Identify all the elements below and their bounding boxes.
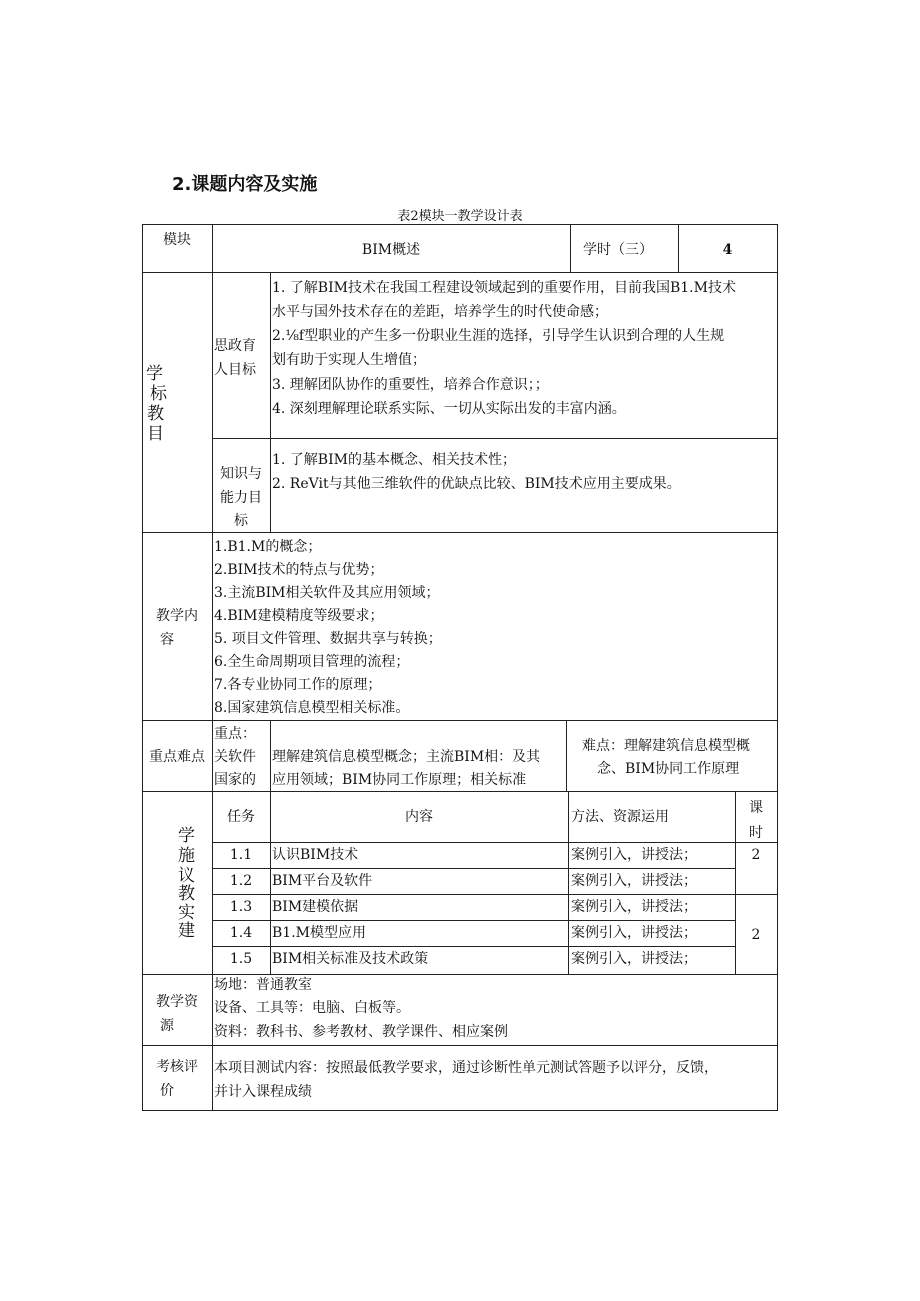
task-method: 案例引入，讲授法； [571, 847, 697, 863]
text-line: 1. 了解BIM技术在我国工程建设领域起到的重要作用，目前我国B1.M技术 [272, 280, 736, 296]
label-line: 思政育 [214, 338, 256, 354]
text-line: 本项目测试内容：按照最低教学要求，通过诊断性单元测试答题予以评分，反馈， [214, 1060, 718, 1076]
group-hours: 2 [751, 847, 761, 863]
label-line: 时 [749, 825, 763, 841]
label-line: 能力目 [220, 490, 262, 506]
list-item: 1.B1.M的概念； [214, 539, 322, 555]
label-line: 容 [160, 632, 174, 648]
table-caption: 表2模块一教学设计表 [397, 209, 523, 224]
text-line: 4. 深刻理解理论联系实际、一切从实际出发的丰富内涵。 [272, 401, 626, 417]
text-line: 2. ReVit与其他三维软件的优缺点比较、BIM技术应用主要成果。 [272, 476, 681, 492]
text-line: 念、BIM协同工作原理 [597, 761, 740, 777]
text-line: 国家的 [214, 772, 256, 788]
text-line: 理解建筑信息模型概念；主流BIM相：及其 [272, 749, 541, 765]
text-line: 难点：理解建筑信息模型概 [582, 738, 750, 754]
hours-value: 4 [722, 242, 733, 258]
text-line: 2.⅛f型职业的产生多一份职业生涯的选择，引导学生认识到合理的人生规 [272, 328, 725, 344]
label-line: 源 [160, 1018, 174, 1034]
col-header-content: 内容 [405, 809, 433, 825]
task-id: 1.1 [229, 847, 253, 863]
section-char: 教 [178, 884, 195, 904]
task-content: BIM平台及软件 [272, 873, 373, 889]
difficulty-label: 重点难点 [149, 749, 205, 765]
module-label: 模块 [163, 232, 191, 248]
task-content: B1.M模型应用 [272, 925, 366, 941]
text-line: 划有助于实现人生增值； [272, 352, 426, 368]
text-line: 资料：教科书、参考教材、教学课件、相应案例 [214, 1024, 508, 1040]
label-line: 课 [749, 800, 763, 816]
task-content: BIM建模依据 [272, 899, 359, 915]
label-line: 考核评 [156, 1059, 198, 1075]
section-char: 实 [178, 903, 195, 923]
text-line: 场地：普通教室 [214, 977, 312, 993]
task-method: 案例引入，讲授法； [571, 873, 697, 889]
text-line: 水平与国外技术存在的差距，培养学生的时代使命感； [272, 304, 608, 320]
section-heading: 2.课题内容及实施 [172, 174, 318, 195]
task-content: BIM相关标准及技术政策 [272, 951, 429, 967]
task-id: 1.5 [229, 951, 253, 967]
list-item: 6.全生命周期项目管理的流程； [214, 654, 410, 670]
goals-char: 学 [146, 364, 163, 384]
label-line: 教学内 [156, 608, 198, 624]
list-item: 3.主流BIM相关软件及其应用领域； [214, 585, 440, 601]
task-method: 案例引入，讲授法； [571, 951, 697, 967]
text-line: 重点： [214, 726, 256, 742]
label-line: 知识与 [220, 466, 262, 482]
goals-char: 目 [147, 424, 164, 444]
section-char: 建 [178, 921, 195, 941]
list-item: 7.各专业协同工作的原理； [214, 677, 382, 693]
text-line: 关软件 [214, 749, 256, 765]
label-line: 教学资 [156, 994, 198, 1010]
task-id: 1.2 [229, 873, 253, 889]
list-item: 8.国家建筑信息模型相关标准。 [214, 700, 410, 716]
text-line: 1. 了解BIM的基本概念、相关技术性； [272, 452, 516, 468]
list-item: 4.BIM建模精度等级要求； [214, 608, 384, 624]
section-char: 议 [178, 866, 195, 886]
task-id: 1.3 [229, 899, 253, 915]
section-char: 施 [178, 846, 195, 866]
task-id: 1.4 [229, 925, 253, 941]
goals-char: 标 [150, 384, 167, 404]
list-item: 5. 项目文件管理、数据共享与转换； [214, 631, 442, 647]
module-value: BIM概述 [361, 242, 421, 258]
text-line: 设备、工具等：电脑、白板等。 [214, 1000, 410, 1016]
label-line: 标 [234, 513, 248, 529]
text-line: 并计入课程成绩 [214, 1084, 312, 1100]
col-header-task: 任务 [227, 809, 255, 825]
goals-char: 教 [147, 404, 164, 424]
col-header-method: 方法、资源运用 [571, 809, 669, 825]
text-line: 3. 理解团队协作的重要性，培养合作意识；； [272, 377, 549, 393]
task-content: 认识BIM技术 [272, 847, 359, 863]
list-item: 2.BIM技术的特点与优势； [214, 562, 384, 578]
hours-label: 学时（三） [583, 242, 653, 258]
task-method: 案例引入，讲授法； [571, 925, 697, 941]
label-line: 价 [160, 1083, 174, 1099]
section-char: 学 [178, 826, 195, 846]
group-hours: 2 [751, 927, 761, 943]
label-line: 人目标 [214, 362, 256, 378]
text-line: 应用领域；BIM协同工作原理；相关标准 [272, 772, 527, 788]
task-method: 案例引入，讲授法； [571, 899, 697, 915]
